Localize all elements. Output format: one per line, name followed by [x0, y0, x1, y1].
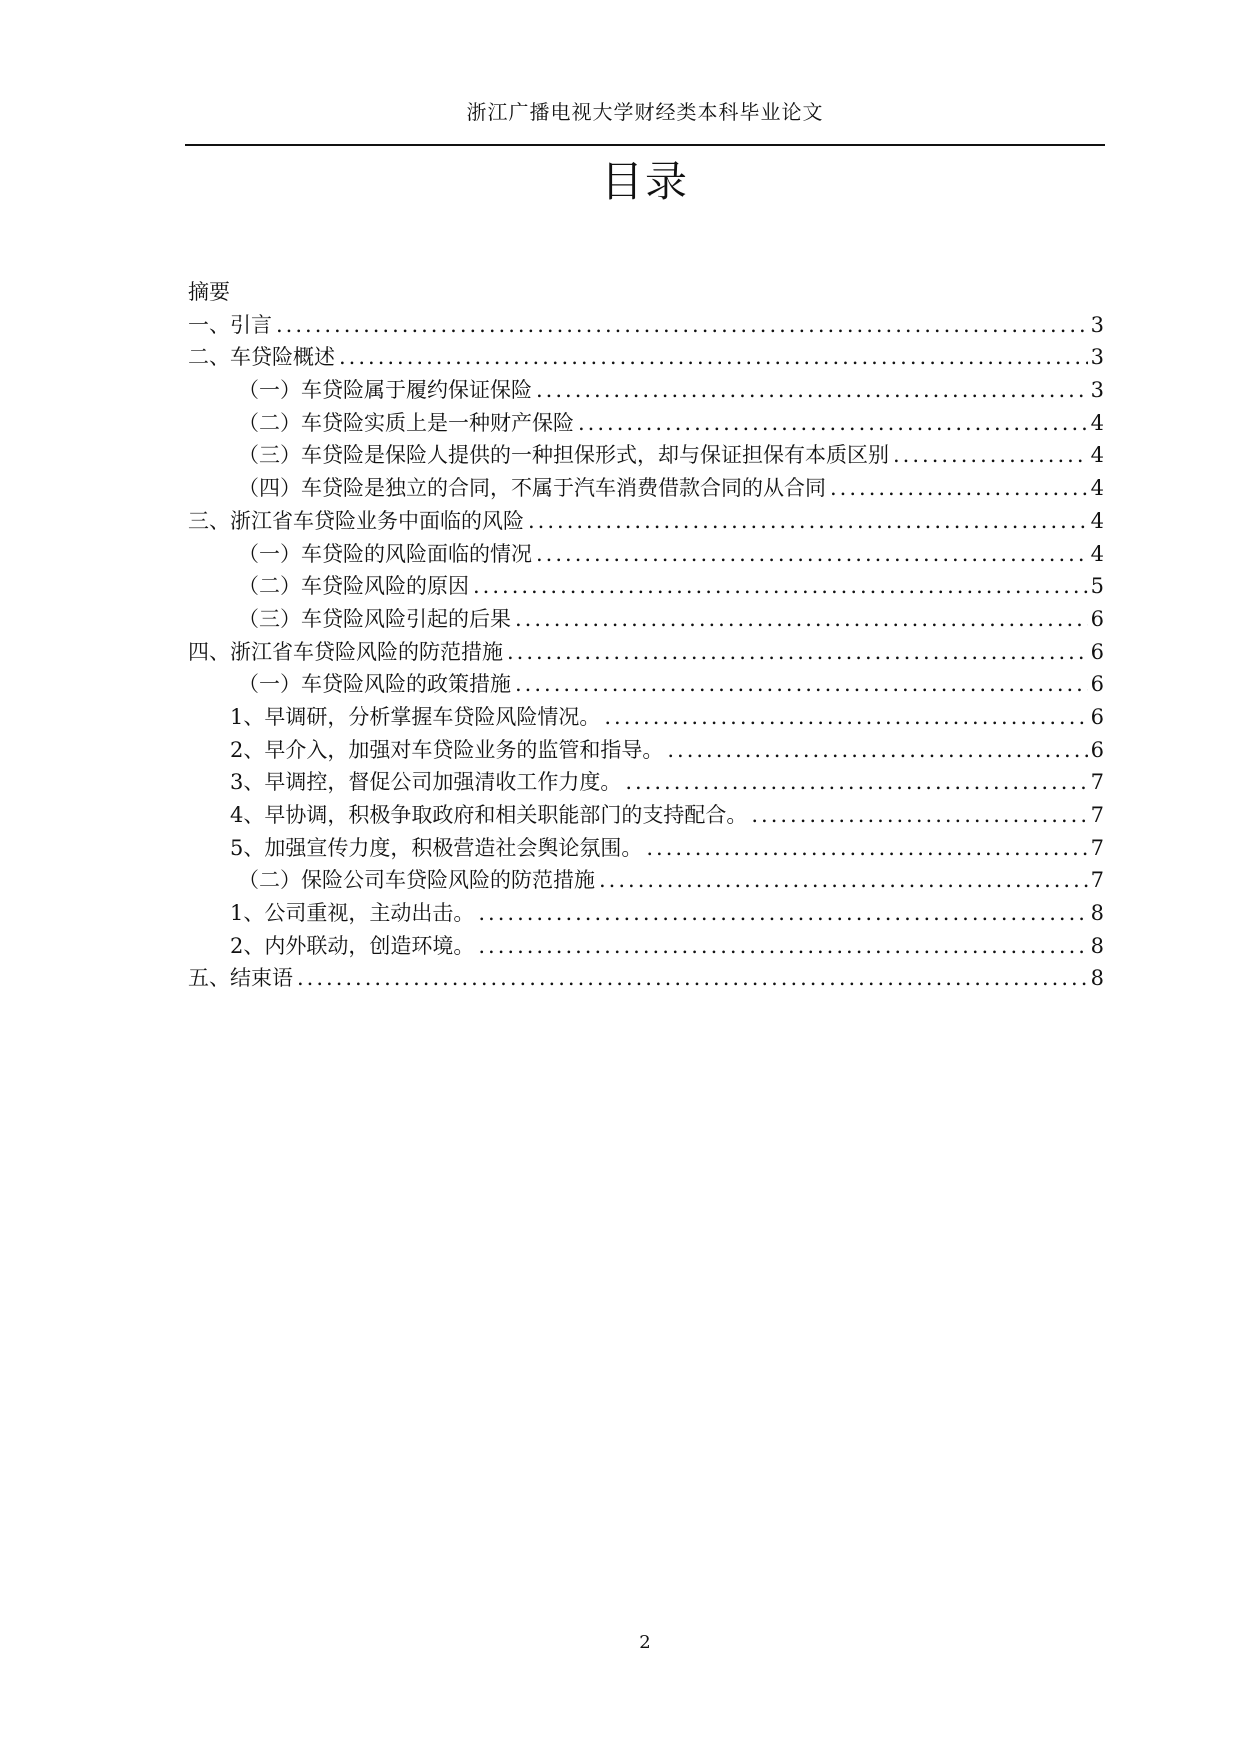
toc-dot-leader [515, 668, 1088, 701]
toc-entry-text: 五、结束语 [188, 966, 293, 991]
toc-page-number: 8 [1090, 901, 1104, 926]
toc-entry[interactable] [188, 668, 1104, 701]
toc-entry[interactable] [188, 766, 1104, 799]
toc-entry[interactable] [188, 407, 1104, 440]
toc-page-number: 4 [1090, 410, 1104, 435]
toc-page-number: 6 [1090, 639, 1104, 664]
toc-entry-text: 四、浙江省车贷险风险的防范措施 [188, 639, 503, 664]
toc-entry-text: （一）车贷险的风险面临的情况 [238, 541, 532, 566]
toc-page-number: 7 [1090, 835, 1104, 860]
toc-entry[interactable] [188, 832, 1104, 865]
toc-entry[interactable] [188, 962, 1104, 995]
toc-dot-leader [625, 766, 1088, 799]
toc-entry[interactable] [188, 636, 1104, 669]
toc-entry-text: 1、公司重视，主动出击。 [230, 901, 475, 926]
toc-page-number: 7 [1090, 803, 1104, 827]
toc-page-number: 7 [1090, 770, 1104, 795]
toc-entry[interactable] [188, 570, 1104, 603]
toc-entry-text: （二）保险公司车贷险风险的防范措施 [238, 868, 595, 893]
toc-dot-leader [478, 897, 1088, 930]
toc-entry-text: 3、早调控，督促公司加强清收工作力度。 [230, 770, 622, 795]
toc-page-number: 3 [1090, 378, 1104, 403]
toc-dot-leader [893, 439, 1088, 472]
toc-entry-text: （四）车贷险是独立的合同，不属于汽车消费借款合同的从合同 [238, 476, 826, 501]
toc-entry-text: 三、浙江省车贷险业务中面临的风险 [188, 508, 524, 533]
toc-page-number: 3 [1090, 345, 1104, 370]
toc-page-number: 6 [1090, 704, 1104, 729]
toc-dot-leader [536, 374, 1088, 407]
toc-entry[interactable] [188, 439, 1104, 472]
toc-dot-leader [751, 799, 1088, 832]
toc-dot-leader [478, 930, 1088, 963]
toc-dot-leader [473, 570, 1088, 603]
toc-dot-leader [507, 636, 1088, 669]
toc-entry-text: 摘要 [188, 280, 230, 304]
toc-dot-leader [604, 701, 1088, 734]
toc-entry[interactable] [188, 897, 1104, 930]
toc-entry[interactable] [188, 930, 1104, 963]
toc-page-number: 4 [1090, 541, 1104, 566]
toc-entry-text: 一、引言 [188, 312, 272, 337]
toc-dot-leader [578, 407, 1088, 440]
toc-page-number: 6 [1090, 606, 1104, 631]
toc-entry[interactable] [188, 309, 1104, 342]
toc-entry[interactable] [188, 864, 1104, 897]
toc-entry-text: （二）车贷险实质上是一种财产保险 [238, 410, 574, 435]
toc-entry-text: 5、加强宣传力度，积极营造社会舆论氛围。 [230, 835, 643, 860]
toc-entry-text: （三）车贷险风险引起的后果 [238, 606, 511, 631]
toc-page-number: 7 [1090, 868, 1104, 893]
toc-page-number: 3 [1090, 312, 1104, 337]
running-header: 浙江广播电视大学财经类本科毕业论文 [466, 100, 824, 124]
toc-entry-text: 2、早介入，加强对车贷险业务的监管和指导。 [230, 737, 664, 762]
toc-page-number: 4 [1090, 508, 1104, 533]
toc-dot-leader [667, 734, 1088, 767]
toc-entry[interactable] [188, 799, 1104, 832]
header-rule [185, 144, 1105, 146]
toc-dot-leader [515, 603, 1088, 636]
toc-page-number: 6 [1090, 737, 1104, 762]
toc-dot-leader [599, 864, 1088, 897]
toc-entry-text: （一）车贷险属于履约保证保险 [238, 378, 532, 403]
toc-dot-leader [297, 962, 1088, 995]
toc-page-number: 6 [1090, 672, 1104, 697]
toc-entry-text: （一）车贷险风险的政策措施 [238, 672, 511, 697]
toc-page-number: 8 [1090, 933, 1104, 958]
toc-entry[interactable] [188, 505, 1104, 538]
toc-entry-text: （二）车贷险风险的原因 [238, 574, 469, 599]
toc-entry[interactable] [188, 472, 1104, 505]
toc-entry[interactable] [188, 374, 1104, 407]
toc-entry-text: （三）车贷险是保险人提供的一种担保形式，却与保证担保有本质区别 [238, 443, 889, 468]
toc-entry[interactable] [188, 603, 1104, 636]
toc-entry[interactable] [188, 701, 1104, 734]
toc-dot-leader [339, 341, 1088, 374]
toc-entry[interactable] [188, 341, 1104, 374]
toc-dot-leader [528, 505, 1088, 538]
toc-heading-abstract[interactable] [188, 276, 1104, 309]
toc-page-number: 5 [1090, 574, 1104, 599]
table-of-contents [188, 276, 1104, 995]
toc-dot-leader [536, 538, 1088, 571]
toc-entry-text: 1、早调研，分析掌握车贷险风险情况。 [230, 704, 601, 729]
toc-page-number: 8 [1090, 966, 1104, 991]
toc-entry-text: 4、早协调，积极争取政府和相关职能部门的支持配合。 [230, 803, 748, 827]
toc-entry[interactable] [188, 538, 1104, 571]
toc-dot-leader [276, 309, 1088, 342]
toc-entry-text: 二、车贷险概述 [188, 345, 335, 370]
toc-page-number: 4 [1090, 443, 1104, 468]
toc-entry[interactable] [188, 734, 1104, 767]
toc-title: 目录 [600, 157, 689, 206]
page-number: 2 [639, 1632, 651, 1653]
toc-entry-text: 2、内外联动，创造环境。 [230, 933, 475, 958]
toc-page-number: 4 [1090, 476, 1104, 501]
toc-dot-leader [830, 472, 1088, 505]
toc-dot-leader [646, 832, 1088, 865]
